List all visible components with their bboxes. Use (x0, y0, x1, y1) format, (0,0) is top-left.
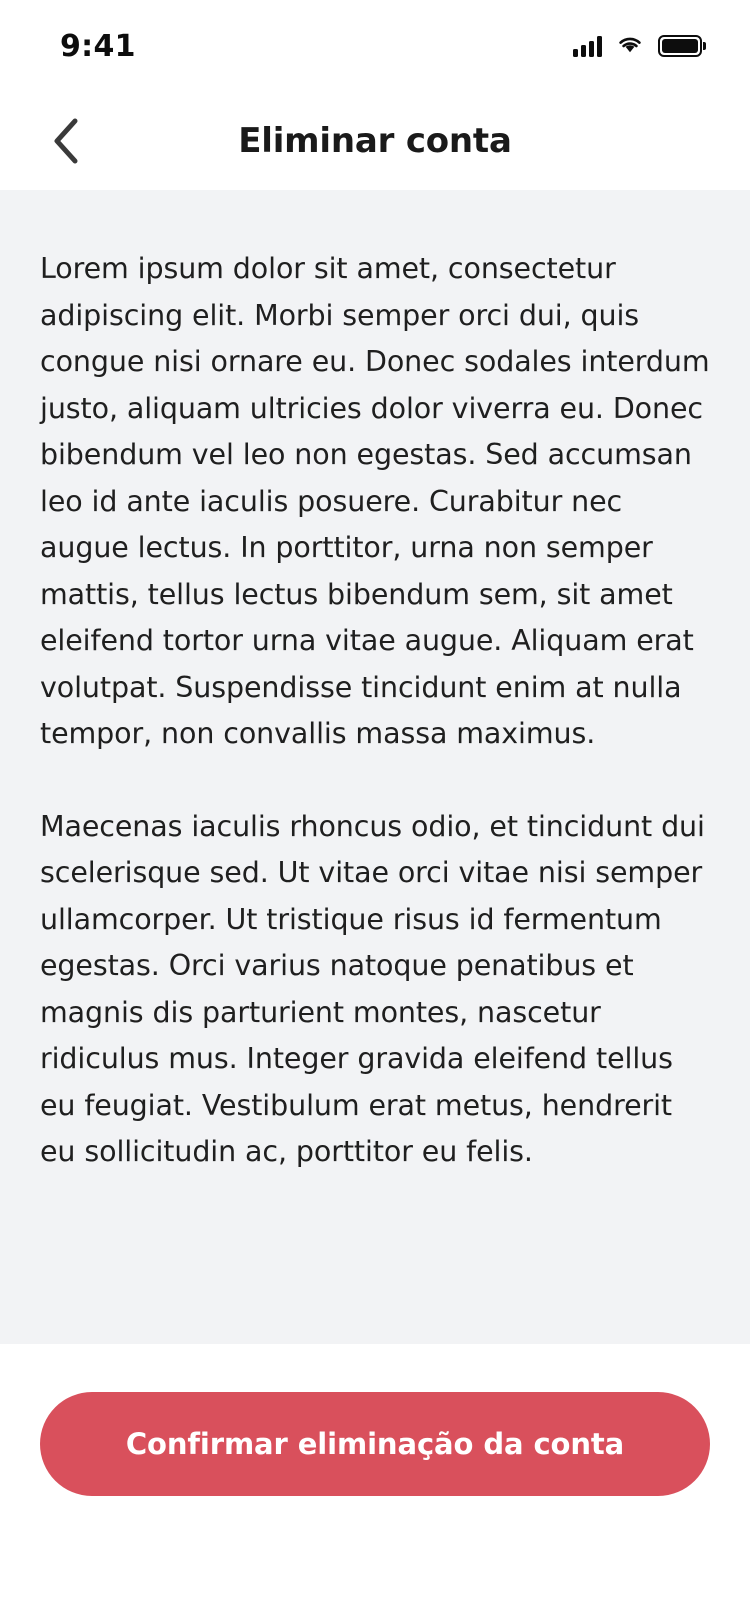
back-button[interactable] (36, 111, 96, 171)
body-paragraph: Maecenas iaculis rhoncus odio, et tincidunt dui scelerisque sed. Ut vitae orci vitae nisi semper ullamcorper. Ut tristique risus id fermentum egestas. Orci varius natoque penatibus et magnis dis parturient montes, nascetur ridiculus mus. Integer gravida eleifend tellus eu feugiat. Vestibulum erat metus, hendrerit eu sollicitudin ac, porttitor eu felis. (40, 809, 705, 1168)
status-bar (0, 0, 750, 92)
status-time: 9:41 (60, 28, 136, 64)
wifi-icon (616, 33, 644, 59)
status-indicators (573, 33, 702, 59)
confirm-delete-account-button[interactable]: Confirmar eliminação da conta (40, 1392, 710, 1496)
cellular-signal-icon (573, 35, 602, 57)
content-area (0, 190, 750, 1344)
chevron-left-icon (51, 116, 81, 166)
body-paragraph: Lorem ipsum dolor sit amet, consectetur adipiscing elit. Morbi semper orci dui, quis congue nisi ornare eu. Donec sodales interdum justo, aliquam ultricies dolor viverra eu. Donec bibendum vel leo non egestas. Sed accumsan leo id ante iaculis posuere. Curabitur nec augue lectus. In porttitor, urna non semper mattis, tellus lectus bibendum sem, sit amet eleifend tortor urna vitae augue. Aliquam erat volutpat. Suspendisse tincidunt enim at nulla tempor, non convallis massa maximus. (40, 252, 710, 750)
footer-bar (0, 1344, 750, 1624)
navigation-bar (0, 92, 750, 190)
battery-icon (658, 35, 702, 57)
page-title: Eliminar conta (238, 121, 512, 161)
